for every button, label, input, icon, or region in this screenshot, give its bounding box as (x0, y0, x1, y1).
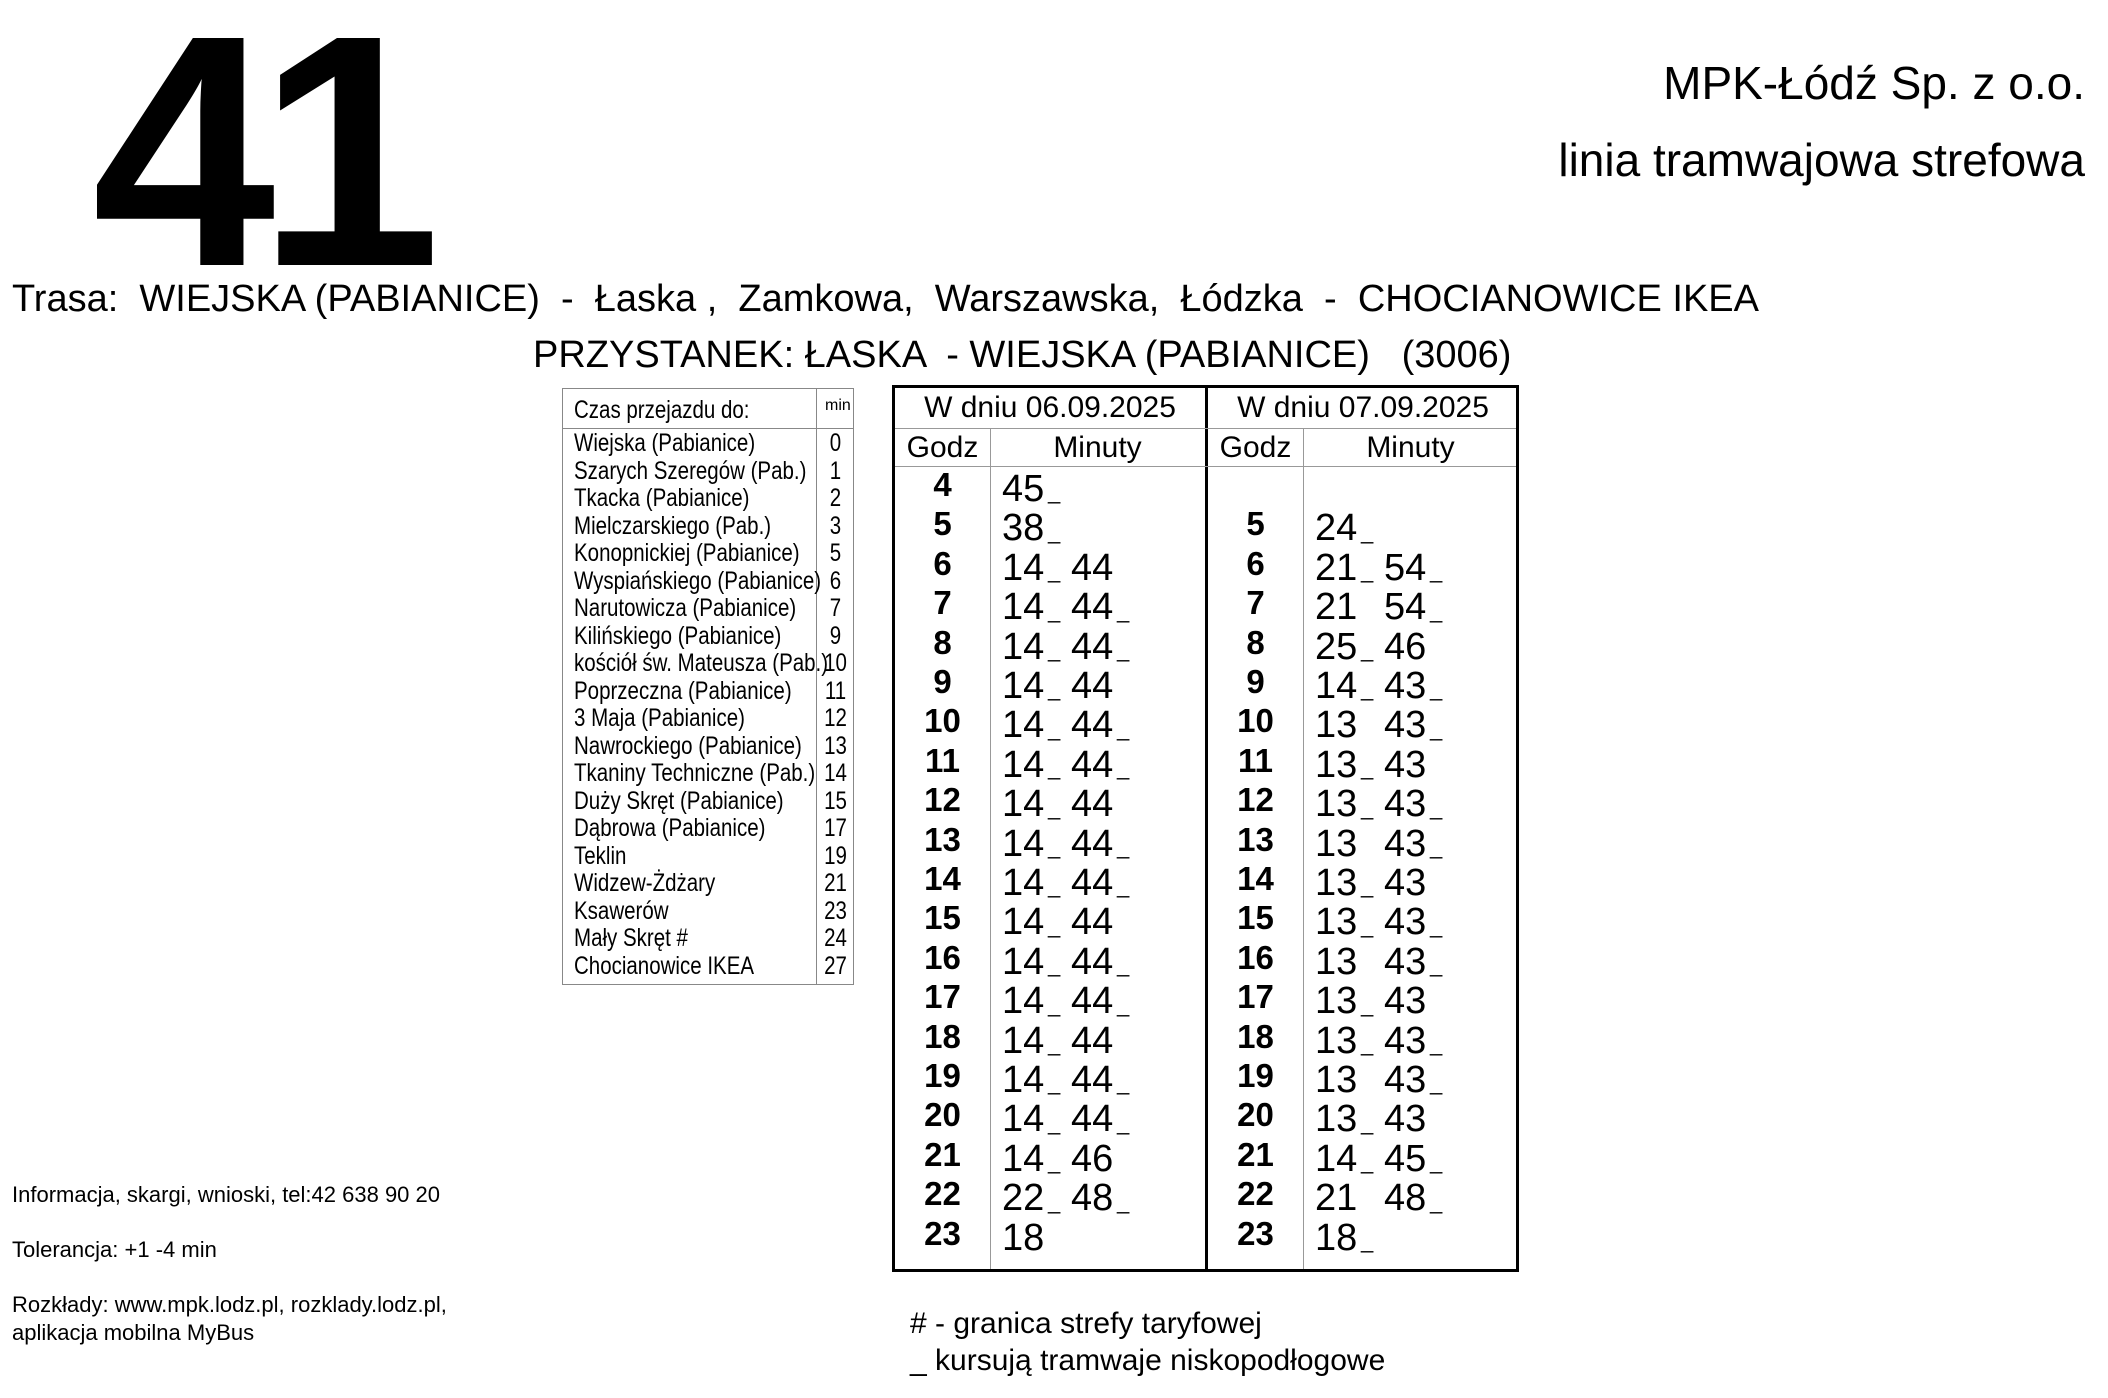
low-floor-mark: _ (1048, 755, 1061, 781)
stop-name: Mielczarskiego (Pab.) (574, 511, 772, 540)
travel-time-rows (563, 430, 853, 980)
low-floor-mark: _ (1048, 1031, 1061, 1056)
stop-travel-minutes: 9 (829, 621, 842, 650)
travel-time-row (563, 568, 853, 596)
departure-minute: 21 _ (1315, 546, 1374, 589)
departure-minute: 43 (1384, 1098, 1427, 1141)
departure-hour: 7 (933, 584, 952, 622)
departure-minute: 44 _ (1071, 743, 1130, 786)
departure-minutes (1315, 706, 1453, 745)
departure-minute: 43 _ (1384, 1019, 1443, 1062)
departure-hour: 20 (924, 1096, 961, 1134)
departure-minute: 13 _ (1315, 980, 1374, 1023)
low-floor-mark: _ (1117, 597, 1130, 623)
departure-minute: 44 (1071, 1019, 1114, 1062)
departure-minute: 14 _ (1002, 586, 1061, 629)
departure-minute: 43 (1384, 862, 1427, 904)
low-floor-mark: _ (1117, 991, 1130, 1017)
departure-hour: 10 (924, 702, 961, 740)
departure-hour: 9 (933, 663, 952, 700)
stop-travel-minutes: 21 (824, 869, 847, 897)
departure-minute: 44 (1071, 546, 1114, 589)
departure-minutes (1002, 1179, 1140, 1218)
departure-minute: 54 _ (1384, 586, 1443, 629)
departure-minute: 38 _ (1002, 507, 1061, 550)
departure-minutes (1315, 625, 1453, 668)
travel-time-table (562, 388, 854, 985)
departure-minutes (1002, 706, 1140, 745)
departure-hour: 23 (1237, 1214, 1274, 1252)
low-floor-mark: _ (1048, 794, 1061, 820)
departure-minutes (1002, 1061, 1140, 1100)
departure-hour: 5 (1246, 505, 1265, 543)
departure-hour: 17 (924, 978, 961, 1016)
day-title: W dniu 07.09.2025 (1237, 391, 1489, 424)
departure-hour: 19 (1237, 1057, 1274, 1094)
stop-name: Konopnickiej (Pabianice) (574, 539, 800, 567)
departure-minute: 13 _ (1315, 743, 1374, 786)
low-floor-mark: _ (1361, 676, 1374, 702)
low-floor-mark: _ (1048, 637, 1061, 662)
departure-minute: 44 (1071, 783, 1114, 826)
departure-minute: 43 (1384, 980, 1427, 1023)
stop-travel-minutes: 19 (824, 841, 847, 870)
departure-hour: 20 (1237, 1096, 1274, 1134)
minutes-column-header: Minuty (1366, 431, 1455, 464)
low-floor-mark: _ (1361, 637, 1374, 662)
stop-travel-minutes: 17 (824, 814, 847, 842)
departure-minute: 45 _ (1384, 1137, 1443, 1180)
stop-travel-minutes: 15 (824, 786, 847, 815)
route-description: Trasa: WIEJSKA (PABIANICE) - Łaska , Zamkowa, Warszawska, Łódzka - CHOCIANOWICE IKEA (12, 278, 1759, 320)
departure-minute: 46 (1071, 1137, 1114, 1180)
travel-time-row (563, 623, 853, 651)
stop-name: Poprzeczna (Pabianice) (574, 676, 792, 705)
departure-hour: 22 (1237, 1175, 1274, 1213)
stop-name: Dąbrowa (Pabianice) (574, 814, 766, 842)
departure-minutes (1315, 1061, 1453, 1100)
stop-name: Duży Skręt (Pabianice) (574, 786, 784, 815)
departure-minutes (1002, 509, 1071, 548)
stop-travel-minutes: 24 (824, 924, 847, 952)
departure-minute: 21 (1315, 1177, 1358, 1220)
departure-hour: 6 (1246, 544, 1265, 582)
departure-minute: 14 _ (1002, 940, 1061, 983)
departure-minutes (1315, 588, 1453, 627)
departure-minutes (1002, 470, 1071, 509)
departure-minute: 43 _ (1384, 901, 1443, 944)
departure-hour: 8 (933, 623, 952, 661)
stop-name: Kilińskiego (Pabianice) (574, 621, 782, 650)
departure-minute: 14 _ (1002, 743, 1061, 786)
travel-time-row (563, 953, 853, 981)
departure-minutes (1002, 743, 1140, 786)
stop-travel-minutes: 5 (829, 539, 842, 567)
travel-time-row (563, 430, 853, 458)
departure-minutes (1315, 864, 1453, 903)
stop-travel-minutes: 6 (829, 566, 842, 595)
departure-minute: 43 _ (1384, 822, 1443, 865)
departure-minutes (1002, 864, 1140, 903)
departure-minutes (1315, 822, 1453, 865)
schedules-info-line1: Rozkłady: www.mpk.lodz.pl, rozklady.lodz.pl, (12, 1292, 447, 1317)
departure-minute: 44 _ (1071, 1059, 1130, 1101)
low-floor-mark: _ (1048, 479, 1061, 505)
travel-time-row (563, 485, 853, 513)
tolerance-info: Tolerancja: +1 -4 min (12, 1237, 217, 1262)
departure-minute: 14 _ (1002, 783, 1061, 826)
departure-minute: 14 _ (1002, 901, 1061, 944)
departure-hour: 22 (924, 1175, 961, 1213)
departure-minute: 18 (1002, 1216, 1045, 1259)
departure-minute: 13 _ (1315, 1098, 1374, 1141)
stop-travel-minutes: 0 (829, 429, 842, 457)
low-floor-mark: _ (1430, 1031, 1443, 1056)
low-floor-mark: _ (1430, 794, 1443, 820)
departure-hour: 14 (924, 860, 961, 897)
departure-minute: 43 _ (1384, 1059, 1443, 1101)
departure-minute: 13 _ (1315, 862, 1374, 904)
travel-time-row (563, 678, 853, 706)
stop-name: Ksawerów (574, 896, 669, 925)
low-floor-mark: _ (1361, 518, 1374, 544)
low-floor-mark: _ (1361, 1149, 1374, 1175)
low-floor-mark: _ (1048, 1070, 1061, 1096)
low-floor-mark: _ (1430, 1149, 1443, 1175)
stop-name: 3 Maja (Pabianice) (574, 704, 745, 732)
departure-minute: 44 _ (1071, 586, 1130, 629)
contact-info: Informacja, skargi, wnioski, tel:42 638 90 20 (12, 1182, 441, 1207)
low-floor-mark: _ (1048, 952, 1061, 978)
stop-travel-minutes: 3 (829, 511, 842, 540)
departure-minutes (1002, 785, 1140, 824)
departure-minute: 44 (1071, 665, 1114, 707)
departure-minute: 44 _ (1071, 940, 1130, 983)
departure-minutes (1315, 940, 1453, 983)
low-floor-mark: _ (1048, 1149, 1061, 1175)
stop-header: PRZYSTANEK: ŁASKA - WIEJSKA (PABIANICE) (3006) (533, 334, 1512, 376)
travel-time-min-header: min (825, 397, 851, 414)
departure-minute: 13 (1315, 822, 1358, 865)
departure-minute: 13 _ (1315, 1019, 1374, 1062)
stop-name: Chocianowice IKEA (574, 951, 755, 980)
stop-travel-minutes: 13 (824, 731, 847, 760)
departure-hour: 16 (924, 938, 961, 976)
travel-time-row (563, 925, 853, 953)
departure-minute: 43 _ (1384, 940, 1443, 983)
departure-minute: 14 _ (1002, 822, 1061, 865)
departure-minutes (1315, 546, 1453, 589)
hour-column-header: Godz (906, 431, 979, 464)
departure-minute: 44 _ (1071, 980, 1130, 1023)
departure-minute: 14 _ (1002, 862, 1061, 904)
departure-minute: 46 (1384, 625, 1427, 668)
travel-time-row (563, 788, 853, 816)
stop-travel-minutes: 27 (824, 951, 847, 980)
departure-minutes (1315, 1179, 1453, 1218)
stop-travel-minutes: 14 (824, 759, 847, 787)
departure-minute: 43 (1384, 743, 1427, 786)
departure-minute: 43 _ (1384, 665, 1443, 707)
departure-hour: 23 (924, 1214, 961, 1252)
departure-minute: 21 (1315, 586, 1358, 629)
departure-hour: 11 (1238, 741, 1273, 779)
low-floor-mark: _ (1117, 834, 1130, 859)
departure-hour: 7 (1246, 584, 1265, 622)
travel-time-row (563, 898, 853, 926)
departure-minutes (1315, 1216, 1384, 1259)
timetable-title-divider (895, 428, 1516, 429)
low-floor-mark: _ (1117, 1070, 1130, 1096)
stop-travel-minutes: 7 (829, 594, 842, 622)
departure-minutes (1315, 982, 1453, 1021)
departure-minutes (1002, 822, 1140, 865)
departure-minute: 14 _ (1002, 1019, 1061, 1062)
travel-time-row (563, 595, 853, 623)
low-floor-mark: _ (1361, 1109, 1374, 1135)
departure-minute: 14 _ (1002, 980, 1061, 1023)
departure-minute: 45 _ (1002, 468, 1061, 510)
departure-minute: 24 _ (1315, 507, 1374, 550)
departure-timetable (892, 385, 1519, 1272)
departure-minute: 25 _ (1315, 625, 1374, 668)
departure-minute: 44 (1071, 901, 1114, 944)
departure-hour: 11 (925, 741, 960, 779)
departure-minutes (1315, 1019, 1453, 1062)
stop-name: Mały Skręt # (574, 924, 688, 952)
departure-minute: 43 _ (1384, 783, 1443, 826)
travel-time-row (563, 650, 853, 678)
departure-minute: 14 _ (1002, 1059, 1061, 1101)
low-floor-mark: _ (1117, 715, 1130, 741)
travel-time-row (563, 513, 853, 541)
legend-zone-border: # - granica strefy taryfowej (910, 1307, 1262, 1340)
departure-minutes (1002, 1216, 1071, 1259)
departure-hour: 10 (1237, 702, 1274, 740)
stop-travel-minutes: 10 (824, 649, 847, 677)
departure-hour: 4 (933, 466, 952, 503)
departure-minute: 14 _ (1002, 1098, 1061, 1141)
stop-travel-minutes: 11 (824, 676, 847, 705)
departure-minute: 13 _ (1315, 901, 1374, 944)
departure-minute: 22 _ (1002, 1177, 1061, 1220)
travel-time-row (563, 458, 853, 486)
low-floor-mark: _ (1048, 991, 1061, 1017)
low-floor-mark: _ (1430, 597, 1443, 623)
departure-minute: 13 _ (1315, 783, 1374, 826)
departure-hour: 19 (924, 1057, 961, 1094)
departure-minute: 48 _ (1384, 1177, 1443, 1220)
low-floor-mark: _ (1048, 558, 1061, 584)
departure-hour: 15 (1237, 899, 1274, 937)
schedules-info-line2: aplikacja mobilna MyBus (12, 1320, 255, 1345)
low-floor-mark: _ (1430, 834, 1443, 859)
legend (910, 1305, 1385, 1379)
departure-minutes (1002, 546, 1140, 589)
departure-minute: 54 _ (1384, 546, 1443, 589)
hour-column-divider (990, 428, 991, 1269)
stop-travel-minutes: 1 (829, 456, 842, 485)
departure-minutes (1315, 1137, 1453, 1180)
departure-hour: 21 (1237, 1135, 1274, 1173)
departure-minute: 14 _ (1002, 546, 1061, 589)
stop-name: Teklin (574, 841, 627, 870)
low-floor-mark: _ (1117, 1109, 1130, 1135)
low-floor-mark: _ (1117, 755, 1130, 781)
departure-minutes (1315, 785, 1453, 824)
departure-hour: 13 (924, 820, 961, 858)
low-floor-mark: _ (1361, 794, 1374, 820)
stop-travel-minutes: 2 (829, 484, 842, 512)
departure-minute: 43 _ (1384, 704, 1443, 747)
departure-minute: 44 _ (1071, 1098, 1130, 1141)
departure-minute: 14 _ (1002, 704, 1061, 747)
departure-minutes (1002, 1137, 1140, 1180)
low-floor-mark: _ (1361, 912, 1374, 938)
departure-minutes (1002, 982, 1140, 1021)
low-floor-mark: _ (1361, 755, 1374, 781)
departure-minute: 44 _ (1071, 704, 1130, 747)
departure-hour: 17 (1237, 978, 1274, 1016)
departure-minute: 14 _ (1002, 625, 1061, 668)
departure-minutes (1315, 743, 1453, 786)
travel-time-row (563, 733, 853, 761)
departure-minutes (1002, 903, 1140, 942)
departure-hour: 16 (1237, 938, 1274, 976)
operator-name: MPK-Łódź Sp. z o.o. (1663, 57, 2085, 109)
stop-name: Narutowicza (Pabianice) (574, 594, 797, 622)
departure-hour: 12 (924, 781, 961, 819)
low-floor-mark: _ (1430, 1070, 1443, 1096)
departure-hour: 9 (1246, 663, 1265, 700)
departure-minute: 13 (1315, 704, 1358, 747)
departure-hour: 15 (924, 899, 961, 937)
departure-hour: 13 (1237, 820, 1274, 858)
departure-hour: 8 (1246, 623, 1265, 661)
stop-name: Szarych Szeregów (Pab.) (574, 456, 807, 485)
departure-minutes (1315, 667, 1453, 706)
stop-name: Wyspiańskiego (Pabianice) (574, 566, 822, 595)
low-floor-mark: _ (1361, 558, 1374, 584)
low-floor-mark: _ (1361, 873, 1374, 899)
departure-minute: 44 _ (1071, 625, 1130, 668)
low-floor-mark: _ (1117, 952, 1130, 978)
stop-name: Tkacka (Pabianice) (574, 484, 750, 512)
low-floor-mark: _ (1048, 1109, 1061, 1135)
low-floor-mark: _ (1048, 834, 1061, 859)
low-floor-mark: _ (1117, 1188, 1130, 1214)
departure-minutes (1002, 625, 1140, 668)
departure-minute: 13 (1315, 940, 1358, 983)
travel-time-row (563, 870, 853, 898)
low-floor-mark: _ (1361, 991, 1374, 1017)
departure-minute: 44 _ (1071, 862, 1130, 904)
travel-time-row (563, 815, 853, 843)
departure-minutes (1315, 509, 1384, 548)
departure-minute: 14 _ (1315, 1137, 1374, 1180)
departure-minutes (1002, 1100, 1140, 1139)
low-floor-mark: _ (1048, 715, 1061, 741)
low-floor-mark: _ (1048, 912, 1061, 938)
low-floor-mark: _ (1430, 952, 1443, 978)
departure-minutes (1002, 940, 1140, 983)
travel-time-row (563, 760, 853, 788)
low-floor-mark: _ (1430, 676, 1443, 702)
day-title: W dniu 06.09.2025 (924, 391, 1176, 424)
stop-name: Wiejska (Pabianice) (574, 429, 756, 457)
hour-column-divider (1303, 428, 1304, 1269)
departure-minute: 44 _ (1071, 822, 1130, 865)
travel-time-row (563, 843, 853, 871)
departure-minute: 48 _ (1071, 1177, 1130, 1220)
low-floor-mark: _ (1117, 873, 1130, 899)
travel-time-header: Czas przejazdu do: (574, 396, 750, 424)
departure-minute: 14 _ (1002, 665, 1061, 707)
departure-minutes (1315, 903, 1453, 942)
travel-time-row (563, 540, 853, 568)
departure-minute: 18 _ (1315, 1216, 1374, 1259)
departure-hour: 21 (924, 1135, 961, 1173)
stop-travel-minutes: 23 (824, 896, 847, 925)
low-floor-mark: _ (1430, 715, 1443, 741)
departure-minutes (1315, 1100, 1453, 1139)
departure-minutes (1002, 1019, 1140, 1062)
departure-minute: 14 _ (1315, 665, 1374, 707)
low-floor-mark: _ (1430, 912, 1443, 938)
line-number: 41 (92, 0, 424, 335)
departure-hour: 18 (1237, 1017, 1274, 1055)
stop-name: Widzew-Żdżary (574, 869, 716, 897)
departure-minute: 13 (1315, 1059, 1358, 1101)
departure-hour: 6 (933, 544, 952, 582)
low-floor-mark: _ (1048, 676, 1061, 702)
low-floor-mark: _ (1430, 1188, 1443, 1214)
departure-hour: 12 (1237, 781, 1274, 819)
stop-name: kościół św. Mateusza (Pab.) (574, 649, 829, 677)
departure-hour: 18 (924, 1017, 961, 1055)
stop-travel-minutes: 12 (824, 704, 847, 732)
stop-name: Tkaniny Techniczne (Pab.) (574, 759, 816, 787)
low-floor-mark: _ (1361, 1228, 1374, 1253)
hour-column-header: Godz (1219, 431, 1292, 464)
departure-hour: 14 (1237, 860, 1274, 897)
low-floor-mark: _ (1117, 637, 1130, 662)
minutes-column-header: Minuty (1053, 431, 1142, 464)
legend-low-floor: _ kursują tramwaje niskopodłogowe (910, 1344, 1386, 1377)
low-floor-mark: _ (1048, 597, 1061, 623)
departure-minute: 14 _ (1002, 1137, 1061, 1180)
low-floor-mark: _ (1361, 1031, 1374, 1056)
low-floor-mark: _ (1430, 558, 1443, 584)
line-type: linia tramwajowa strefowa (1558, 134, 2085, 186)
departure-minutes (1002, 667, 1140, 706)
departure-hour: 5 (933, 505, 952, 543)
low-floor-mark: _ (1048, 1188, 1061, 1214)
low-floor-mark: _ (1048, 518, 1061, 544)
low-floor-mark: _ (1048, 873, 1061, 899)
departure-minutes (1002, 588, 1140, 627)
stop-name: Nawrockiego (Pabianice) (574, 731, 802, 760)
travel-time-row (563, 705, 853, 733)
